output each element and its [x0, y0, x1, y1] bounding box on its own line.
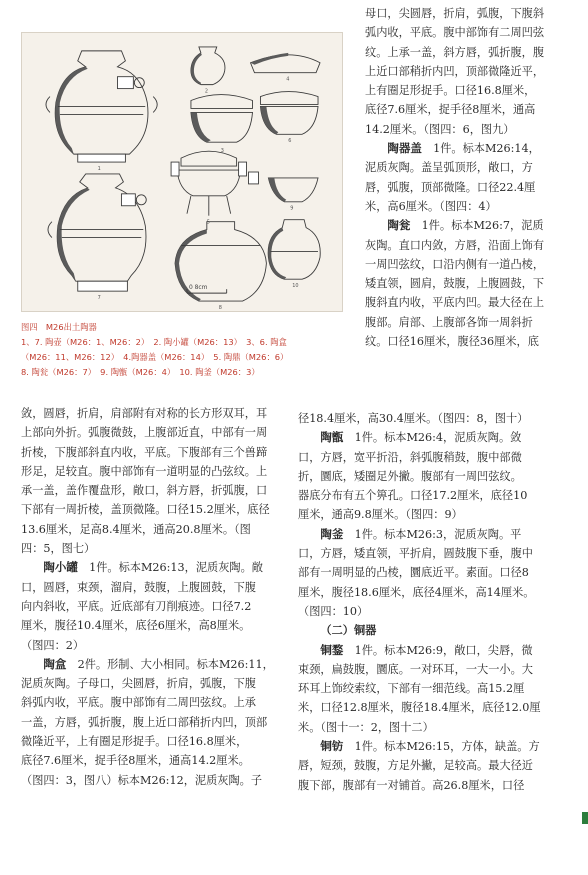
body-line: 13.6厘米，足高8.4厘米，通高20.8厘米。（图: [21, 522, 251, 536]
entry-first-line: [365, 139, 567, 158]
body-line: 厘米，腹径10.4厘米，底径6厘米，高8厘米。: [21, 619, 251, 633]
item-number: 1: [97, 166, 101, 173]
body-line: 口，方唇，宽平折沿，斜弧腹稍鼓，腹中部微: [298, 450, 522, 464]
body-line: 斜弧内收，平底。腹中部饰有二周凹弦纹。上承: [21, 696, 256, 710]
body-line: 上有圈足形捉手。口径16.8厘米，: [365, 84, 536, 98]
item-number: 4: [286, 76, 290, 83]
pottery-figure: [21, 32, 343, 312]
figure-caption: [21, 320, 351, 380]
scale-label: 0 8cm: [188, 284, 208, 292]
scale-bar: [187, 284, 227, 293]
body-line: 1件。标本M26:14，: [433, 142, 540, 156]
body-line: 腹斜直内收，平底内凹。最大径在上: [365, 296, 545, 310]
entry-heading: 陶瓮: [387, 218, 411, 233]
body-line: 形足，足较直。腹中部饰有一道明显的凸弦纹。上: [21, 464, 268, 478]
caption-line: 8. 陶瓮（M26：7） 9. 陶甑（M26：4） 10. 陶釜（M26：3）: [21, 367, 260, 377]
body-line: 部有一周明显的凸棱，圜底近平。素面。口径8: [298, 566, 529, 580]
entry-heading: 陶釜: [320, 526, 344, 541]
item-number: 7: [97, 295, 101, 302]
left-column: [21, 404, 342, 790]
drawing-small-jar-2: [191, 47, 225, 85]
drawing-ear-ornament-7: [121, 194, 146, 206]
item-number: 10: [292, 283, 299, 290]
body-line: （图四：3，图八）标本M26:12，泥质灰陶。子: [21, 773, 263, 787]
body-line: 米。（图十一：2，图十二）: [298, 720, 434, 734]
body-line: 上部向外折。弧腹微鼓，上腹部近直，中部有一周: [21, 426, 268, 440]
body-line: 弧内收，平底。腹中部饰有二周凹弦: [365, 26, 545, 40]
body-line: 母口，尖圆唇，折肩，弧腹，下腹斜: [365, 7, 545, 20]
body-line: 1件。标本M26:4，泥质灰陶。敛: [354, 431, 522, 445]
body-line: 1件。标本M26:7，泥质: [421, 219, 544, 233]
body-line: 1件。标本M26:15，方体，缺盖。方: [354, 740, 540, 754]
drawing-small-fragment: [249, 172, 259, 184]
body-line: 泥质灰陶。子母口，尖圆唇，折肩，弧腹，下腹: [21, 677, 256, 691]
body-line: 唇，弧腹，顶部微隆。口径22.4厘: [365, 180, 536, 194]
right-column-lower: [298, 409, 568, 795]
body-line: 1件。标本M26:9，敞口，尖唇，微: [354, 643, 533, 657]
body-line: 纹。上承一盖，斜方唇，弧折腹，腹: [365, 45, 545, 59]
entry-first-line: [298, 428, 568, 447]
body-line: 口，圆唇，束颈，溜肩，鼓腹，上腹圆鼓，下腹: [21, 580, 256, 594]
drawing-lid-4: [251, 53, 321, 73]
entry-heading: 陶器盖: [387, 141, 422, 156]
item-number: 3: [220, 148, 224, 155]
body-line: 米，高6厘米。（图四：4）: [365, 199, 497, 213]
drawing-hu-jar-1: [46, 51, 157, 162]
caption-line: （M26：11、M26：12） 4.陶器盖（M26：14） 5. 陶鼎（M26：6）: [21, 352, 289, 362]
item-number: 9: [290, 205, 294, 212]
item-number: 6: [288, 138, 292, 145]
entry-heading: 铜鍪: [320, 642, 344, 657]
body-line: 腹下部，腹部有一对铺首。高26.8厘米，口径: [298, 778, 525, 792]
caption-line: 1、7. 陶壶（M26：1、M26：2） 2. 陶小罐（M26：13） 3、6. 陶盒: [21, 337, 287, 347]
section-heading: （二）铜器: [320, 624, 377, 638]
body-line: 环耳上饰绞索纹，下部有一细范线。高15.2厘: [298, 682, 525, 696]
drawing-hu-jar-7: [48, 174, 146, 291]
drawing-box-6: [260, 92, 318, 135]
page-edge-marker: [582, 812, 588, 824]
entry-first-line: [298, 525, 568, 544]
body-line: 泥质灰陶。盖呈弧顶形，敞口，方: [365, 161, 533, 175]
entry-first-line: [298, 641, 568, 660]
entry-first-line: [298, 737, 568, 756]
body-line: 径18.4厘米，高30.4厘米。（图四：8，图十）: [298, 412, 529, 425]
body-line: 1件。标本M26:3，泥质灰陶。平: [354, 527, 522, 541]
entry-first-line: [365, 216, 567, 235]
body-line: （图四：10）: [298, 604, 369, 618]
body-line: 上近口部稍折内凹，顶部微隆近平，: [365, 64, 545, 78]
body-line: 下部有一周折棱，盖顶微隆。口径15.2厘米，底径: [21, 503, 270, 517]
body-line: 折，圜底，矮圈足外撇。腹部有一周凹弦纹。: [298, 469, 522, 483]
body-line: 纹。口径16厘米，腹径36厘米，底: [365, 335, 539, 349]
item-number: 5: [206, 219, 210, 226]
right-column: [365, 4, 567, 351]
body-line: 唇，短颈，鼓腹，方足外撇，足较高。最大径近: [298, 759, 533, 773]
entry-first-line: [21, 558, 342, 577]
body-line: 一周凹弦纹，口沿内侧有一道凸棱，: [365, 257, 545, 271]
body-line: 底径7.6厘米，捉手径8厘米，通高14.2厘米。: [21, 754, 250, 768]
body-line: 灰陶。直口内敛，方唇，沿面上饰有: [365, 238, 545, 252]
body-line: 承一盖，盖作覆盘形，敞口，斜方唇，折弧腹，口: [21, 484, 268, 498]
body-line: 器底分布有五个箅孔。口径17.2厘米，底径10: [298, 489, 528, 503]
body-line: 2件。形制、大小相同。标本M26:11，: [77, 657, 274, 671]
drawing-box-3: [191, 95, 253, 143]
body-line: 厘米，腹径18.6厘米，底径4厘米，高14厘米。: [298, 585, 535, 599]
body-line: 14.2厘米。（图四：6，图九）: [365, 122, 515, 136]
entry-heading: 陶小罐: [43, 560, 78, 575]
body-line: 米，口径12.8厘米，腹径18.4厘米，底径12.0厘: [298, 701, 541, 715]
body-line: 一盖，方唇，弧折腹，腹上近口部稍折内凹，顶部: [21, 715, 268, 729]
entry-heading: 陶盒: [43, 656, 67, 671]
body-line: 腹部。肩部、上腹部各饰一周斜折: [365, 315, 533, 329]
entry-first-line: [21, 655, 342, 674]
body-line: 微隆近平，上有圈足形捉手。口径16.8厘米，: [21, 735, 248, 749]
pottery-line-drawings: [22, 33, 342, 311]
body-line: 折棱，下腹部斜直内收，平底。下腹部有三个兽蹄: [21, 445, 268, 459]
body-line: 向内斜收，平底。近底部有刀削痕迹。口径7.2: [21, 599, 252, 613]
body-line: （图四：2）: [21, 638, 85, 652]
body-line: 1件。标本M26:13，泥质灰陶。敞: [89, 561, 263, 575]
entry-heading: 铜钫: [320, 739, 344, 754]
entry-heading: 陶甑: [320, 430, 344, 445]
body-line: 矮直领，圆肩，鼓腹，上腹圆鼓，下: [365, 277, 545, 291]
body-line: 敛，圆唇，折肩，肩部附有对称的长方形双耳，耳: [21, 407, 268, 420]
body-line: 口，方唇，矮直领，平折肩，圆鼓腹下垂，腹中: [298, 547, 533, 561]
body-line: 四：5，图七）: [21, 542, 96, 556]
drawing-ding-5: [171, 151, 246, 216]
drawing-fu-10: [268, 220, 320, 280]
body-line: 底径7.6厘米，捉手径8厘米，通高: [365, 103, 536, 117]
item-number: 2: [204, 88, 208, 95]
body-line: 束颈，扁鼓腹，圜底。一对环耳，一大一小。大: [298, 662, 533, 676]
item-number: 8: [218, 305, 222, 311]
caption-title: 图四 M26出土陶器: [21, 322, 97, 332]
drawing-zeng-9: [268, 178, 318, 202]
body-line: 厘米，通高9.8厘米。（图四：9）: [298, 508, 463, 522]
